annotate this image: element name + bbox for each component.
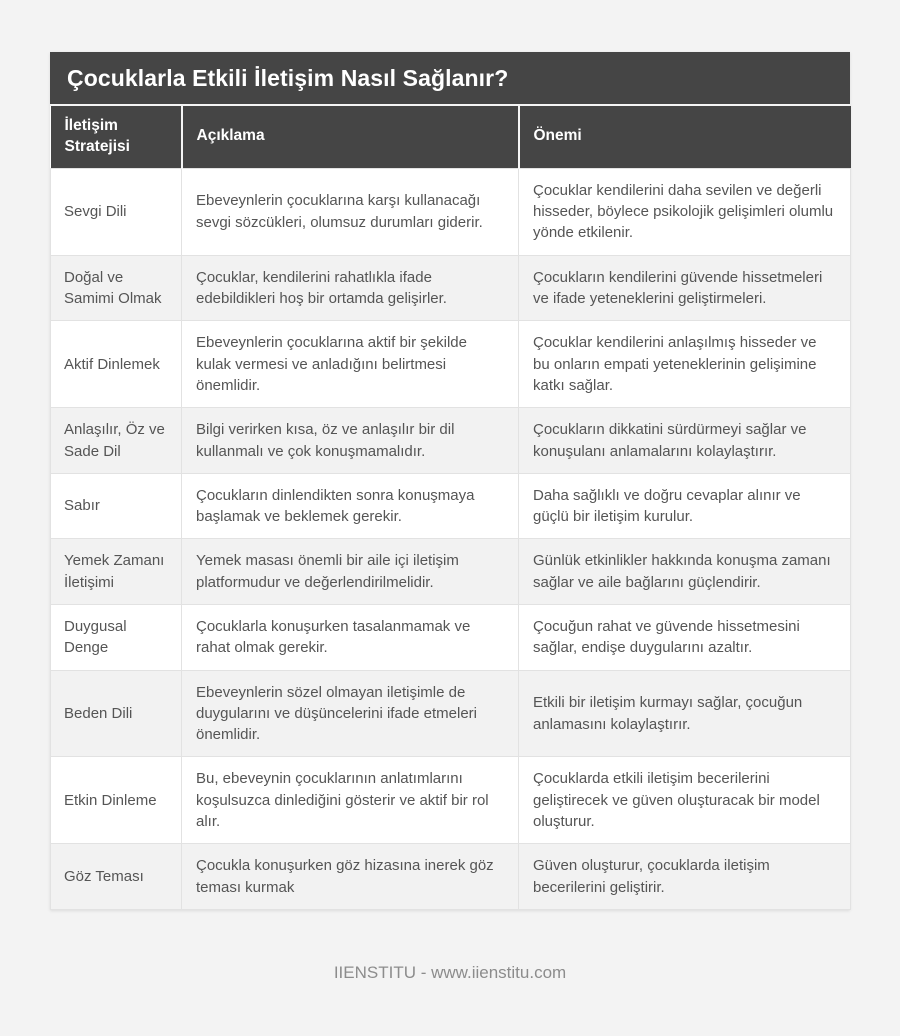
table-row	[51, 670, 851, 757]
table-row	[51, 255, 851, 321]
cell-strategy: Anlaşılır, Öz ve Sade Dil	[51, 408, 182, 474]
cell-strategy: Aktif Dinlemek	[51, 321, 182, 408]
footer-credit: IIENSTITU - www.iienstitu.com	[333, 963, 567, 982]
cell-strategy: Doğal ve Samimi Olmak	[51, 255, 182, 321]
table-row	[51, 408, 851, 474]
cell-description: Ebeveynlerin çocuklarına aktif bir şekilde kulak vermesi ve anladığını belirtmesi önemlidir.	[182, 321, 519, 408]
table-row	[51, 757, 851, 844]
cell-strategy: Yemek Zamanı İletişimi	[51, 539, 182, 605]
communication-table	[50, 106, 851, 910]
cell-importance: Daha sağlıklı ve doğru cevaplar alınır ve güçlü bir iletişim kurulur.	[519, 473, 851, 539]
cell-importance: Çocukların dikkatini sürdürmeyi sağlar ve konuşulanı anlamalarını kolaylaştırır.	[519, 408, 851, 474]
cell-importance: Çocuğun rahat ve güvende hissetmesini sağlar, endişe duygularını azaltır.	[519, 605, 851, 671]
table-header-row	[51, 106, 851, 168]
cell-description: Bilgi verirken kısa, öz ve anlaşılır bir dil kullanmalı ve çok konuşmamalıdır.	[182, 408, 519, 474]
cell-description: Ebeveynlerin çocuklarına karşı kullanacağı sevgi sözcükleri, olumsuz durumları giderir.	[182, 168, 519, 255]
column-header-description: Açıklama	[182, 106, 519, 168]
cell-strategy: Etkin Dinleme	[51, 757, 182, 844]
cell-description: Yemek masası önemli bir aile içi iletişim platformudur ve değerlendirilmelidir.	[182, 539, 519, 605]
table-row	[51, 605, 851, 671]
column-header-importance: Önemi	[519, 106, 851, 168]
cell-description: Çocukların dinlendikten sonra konuşmaya başlamak ve beklemek gerekir.	[182, 473, 519, 539]
table-row	[51, 168, 851, 255]
cell-strategy: Sabır	[51, 473, 182, 539]
cell-importance: Çocuklarda etkili iletişim becerilerini geliştirecek ve güven oluşturacak bir model oluşturur.	[519, 757, 851, 844]
cell-description: Çocuklarla konuşurken tasalanmamak ve rahat olmak gerekir.	[182, 605, 519, 671]
cell-importance: Etkili bir iletişim kurmayı sağlar, çocuğun anlamasını kolaylaştırır.	[519, 670, 851, 757]
cell-importance: Güven oluşturur, çocuklarda iletişim becerilerini geliştirir.	[519, 844, 851, 910]
cell-strategy: Sevgi Dili	[51, 168, 182, 255]
page-title: Çocuklarla Etkili İletişim Nasıl Sağlanır?	[50, 52, 850, 106]
cell-importance: Çocuklar kendilerini daha sevilen ve değerli hisseder, böylece psikolojik gelişimleri olumlu yönde etkilenir.	[519, 168, 851, 255]
cell-importance: Çocuklar kendilerini anlaşılmış hisseder ve bu onların empati yeteneklerinin gelişimine katkı sağlar.	[519, 321, 851, 408]
table-head	[51, 106, 851, 168]
table-body	[51, 168, 851, 909]
cell-description: Çocukla konuşurken göz hizasına inerek göz teması kurmak	[182, 844, 519, 910]
column-header-strategy: İletişim Stratejisi	[51, 106, 182, 168]
table-row	[51, 473, 851, 539]
table-row	[51, 321, 851, 408]
cell-description: Bu, ebeveynin çocuklarının anlatımlarını koşulsuzca dinlediğini gösterir ve aktif bir rol alır.	[182, 757, 519, 844]
cell-description: Ebeveynlerin sözel olmayan iletişimle de duygularını ve düşüncelerini ifade etmeleri önemlidir.	[182, 670, 519, 757]
cell-importance: Çocukların kendilerini güvende hissetmeleri ve ifade yeteneklerini geliştirmeleri.	[519, 255, 851, 321]
cell-strategy: Göz Teması	[51, 844, 182, 910]
table-row	[51, 844, 851, 910]
cell-strategy: Beden Dili	[51, 670, 182, 757]
cell-strategy: Duygusal Denge	[51, 605, 182, 671]
communication-table-card	[50, 52, 850, 910]
cell-importance: Günlük etkinlikler hakkında konuşma zamanı sağlar ve aile bağlarını güçlendirir.	[519, 539, 851, 605]
table-row	[51, 539, 851, 605]
cell-description: Çocuklar, kendilerini rahatlıkla ifade edebildikleri hoş bir ortamda gelişirler.	[182, 255, 519, 321]
